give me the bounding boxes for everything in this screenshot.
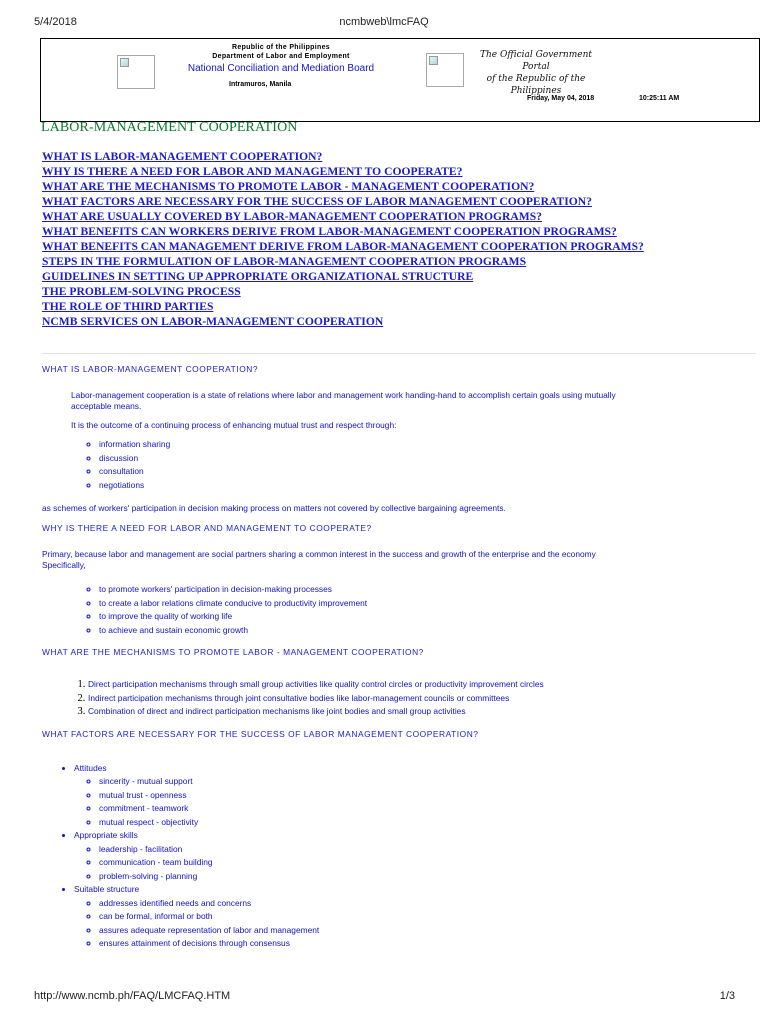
gov-portal-link[interactable]: [466, 49, 606, 97]
portal-line-1: The Official Government Portal: [479, 50, 593, 72]
list: [42, 438, 754, 492]
section-heading: WHAT IS LABOR-MANAGEMENT COOPERATION?: [42, 364, 259, 374]
numbered-list: [42, 678, 754, 719]
page-title: LABOR-MANAGEMENT COOPERATION: [41, 120, 298, 135]
list-item: ◦ to achieve and sustain economic growth: [99, 624, 754, 638]
factor-group: [74, 762, 754, 830]
list-item: ◦ can be formal, informal or both: [99, 910, 754, 924]
section-heading: WHAT ARE THE MECHANISMS TO PROMOTE LABOR - MANAGEMENT COOPERATION?: [42, 647, 424, 657]
toc-link[interactable]: WHAT BENEFITS CAN MANAGEMENT DERIVE FROM LABOR-MANAGEMENT COOPERATION PROGRAMS?: [42, 240, 644, 253]
list-item: ◦ leadership - facilitation: [99, 843, 754, 857]
list-item: ◦ sincerity - mutual support: [99, 775, 754, 789]
agency-name: National Conciliation and Mediation Board: [187, 63, 375, 74]
toc-link[interactable]: STEPS IN THE FORMULATION OF LABOR-MANAGEMENT COOPERATION PROGRAMS: [42, 255, 527, 268]
paragraph-line: Specifically,: [42, 560, 86, 570]
toc-link[interactable]: GUIDELINES IN SETTING UP APPROPRIATE ORGANIZATIONAL STRUCTURE: [42, 270, 474, 283]
list-item: ◦ problem-solving - planning: [99, 870, 754, 884]
section-heading: WHAT FACTORS ARE NECESSARY FOR THE SUCCESS OF LABOR MANAGEMENT COOPERATION?: [42, 728, 479, 739]
print-header: [0, 0, 768, 28]
paragraph-line: acceptable means.: [71, 401, 142, 411]
list-item: 3. Combination of direct and indirect participation mechanisms like joint bodies and small group activities: [88, 705, 754, 719]
toc-link[interactable]: NCMB SERVICES ON LABOR-MANAGEMENT COOPERATION: [42, 315, 384, 328]
list-item: ◦ to promote workers' participation in decision-making processes: [99, 583, 754, 597]
broken-image-icon: [426, 53, 464, 87]
location-label: Intramuros, Manila: [229, 81, 292, 88]
toc-link[interactable]: WHAT FACTORS ARE NECESSARY FOR THE SUCCESS OF LABOR MANAGEMENT COOPERATION?: [42, 195, 592, 208]
faq-content: [42, 364, 754, 951]
list: [42, 583, 754, 637]
factor-list: [42, 762, 754, 951]
toc-link[interactable]: WHAT ARE USUALLY COVERED BY LABOR-MANAGEMENT COOPERATION PROGRAMS?: [42, 210, 542, 223]
list-item: ◦ mutual respect - objectivity: [99, 816, 754, 830]
toc-link[interactable]: THE ROLE OF THIRD PARTIES: [42, 300, 214, 313]
paragraph: [71, 390, 754, 412]
toc-link[interactable]: WHAT IS LABOR-MANAGEMENT COOPERATION?: [42, 150, 323, 163]
list: [74, 843, 754, 884]
divider: [42, 353, 756, 354]
list-item: ◦ assures adequate representation of labor and management: [99, 924, 754, 938]
print-title: ncmbweb\lmcFAQ: [339, 16, 429, 28]
factor-label: Suitable structure: [74, 884, 140, 895]
paragraph: as schemes of workers' participation in decision making process on matters not covered by collective bargaining agreements.: [42, 503, 506, 513]
page-number: 1/3: [719, 990, 735, 1002]
list-item: ◦ to improve the quality of working life: [99, 610, 754, 624]
portal-line-2: of the Republic of the Philippines: [486, 74, 586, 96]
section-heading: WHY IS THERE A NEED FOR LABOR AND MANAGEMENT TO COOPERATE?: [42, 523, 372, 533]
factor-label: Appropriate skills: [74, 830, 138, 841]
factor-group: [74, 829, 754, 883]
list-item: ◦ to create a labor relations climate conducive to productivity improvement: [99, 597, 754, 611]
agency-block: [161, 43, 401, 88]
list-item: ◦ addresses identified needs and concerns: [99, 897, 754, 911]
toc-link[interactable]: WHAT BENEFITS CAN WORKERS DERIVE FROM LABOR-MANAGEMENT COOPERATION PROGRAMS?: [42, 225, 617, 238]
banner-time: 10:25:11 AM: [639, 95, 680, 102]
paragraph: [42, 549, 754, 571]
republic-label: Republic of the Philippines: [232, 44, 330, 51]
list-item: ◦ ensures attainment of decisions through consensus: [99, 937, 754, 951]
factor-label: Attitudes: [74, 762, 107, 773]
site-banner: [40, 38, 760, 122]
toc-list: [42, 149, 644, 329]
page-url: http://www.ncmb.ph/FAQ/LMCFAQ.HTM: [34, 990, 231, 1002]
broken-image-icon: [117, 55, 155, 89]
list-item: ◦ information sharing: [99, 438, 754, 452]
list: [74, 897, 754, 951]
banner-date: Friday, May 04, 2018: [527, 95, 595, 102]
list-item: 2. Indirect participation mechanisms through joint consultative bodies like labor-management councils or committees: [88, 692, 754, 706]
toc-link[interactable]: THE PROBLEM-SOLVING PROCESS: [42, 285, 241, 298]
list-item: 1. Direct participation mechanisms through small group activities like quality control circles or productivity improvement circles: [88, 678, 754, 692]
print-date: 5/4/2018: [34, 16, 77, 28]
list-item: ◦ mutual trust - openness: [99, 789, 754, 803]
paragraph-line: Labor-management cooperation is a state of relations where labor and management work handing-hand to accomplish certain goals using mutually: [71, 390, 616, 400]
toc-link[interactable]: WHAT ARE THE MECHANISMS TO PROMOTE LABOR - MANAGEMENT COOPERATION?: [42, 180, 535, 193]
list-item: ◦ communication - team building: [99, 856, 754, 870]
list-item: ◦ negotiations: [99, 479, 754, 493]
paragraph-line: Primary, because labor and management are social partners sharing a common interest in the success and growth of the enterprise and the economy: [42, 549, 596, 559]
list-item: ◦ consultation: [99, 465, 754, 479]
list-item: ◦ commitment - teamwork: [99, 802, 754, 816]
department-label: Department of Labor and Employment: [212, 53, 350, 60]
list-item: ◦ discussion: [99, 452, 754, 466]
paragraph: It is the outcome of a continuing process of enhancing mutual trust and respect through:: [71, 420, 397, 430]
toc-link[interactable]: WHY IS THERE A NEED FOR LABOR AND MANAGEMENT TO COOPERATE?: [42, 165, 463, 178]
list: [74, 775, 754, 829]
factor-group: [74, 883, 754, 951]
